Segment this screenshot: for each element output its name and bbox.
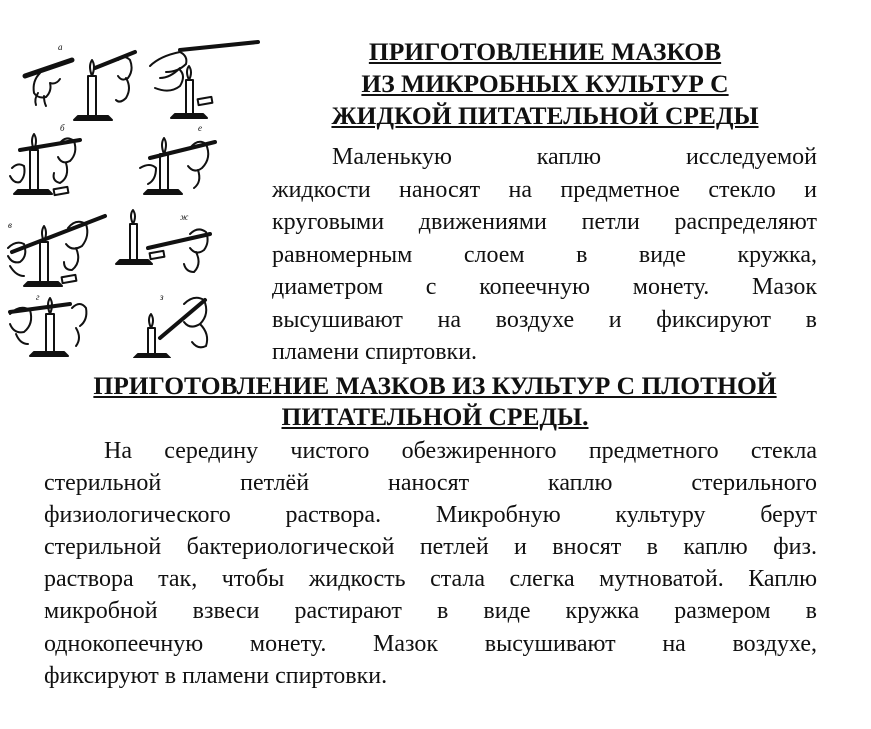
section2-title-line: ПРИГОТОВЛЕНИЕ МАЗКОВ ИЗ КУЛЬТУР С ПЛОТНОЙ (93, 371, 777, 400)
smear-preparation-drawings (0, 38, 262, 358)
section2-text-line: стерильной бактериологической петлей и вносят в каплю физ. (44, 534, 817, 561)
section2-text-line: раствора так, чтобы жидкость стала слегка мутноватой. Каплю (44, 566, 817, 593)
panel-letter: ж (180, 212, 189, 222)
section2-text-line: стерильной петлёй наносят каплю стерильного (44, 470, 817, 497)
section1-text-line: жидкости наносят на предметное стекло и (272, 176, 817, 203)
panel-letter: е (198, 123, 202, 133)
section2-title (40, 370, 830, 432)
section2-text-line: физиологического раствора. Микробную культуру берут (44, 502, 817, 529)
panel-z (134, 292, 207, 358)
section1-title-line: ПРИГОТОВЛЕНИЕ МАЗКОВ (368, 37, 722, 66)
section2-text-line: На середину чистого обезжиренного предметного стекла (104, 438, 817, 464)
panel-flame-2 (150, 42, 258, 118)
section1-text-line: Маленькую каплю исследуемой (332, 144, 817, 170)
panel-flame-1 (74, 52, 135, 120)
panel-letter: б (60, 123, 65, 133)
panel-e (140, 123, 215, 194)
section1-text-line: равномерным слоем в виде кружка, (272, 241, 817, 268)
panel-letter: в (8, 220, 12, 230)
panel-b (10, 123, 80, 195)
section1-text (272, 141, 817, 369)
section1-title-line: ИЗ МИКРОБНЫХ КУЛЬТУР С (361, 69, 729, 98)
smear-preparation-illustration (0, 38, 262, 358)
section1-text-line: высушивают на воздухе и фиксируют в (272, 306, 817, 333)
section2-text-line: однокопеечную монету. Мазок высушивают на воздухе, (44, 630, 817, 657)
panel-letter: а (58, 42, 63, 52)
panel-zh (116, 210, 210, 272)
section1-title-line: ЖИДКОЙ ПИТАТЕЛЬНОЙ СРЕДЫ (331, 101, 759, 130)
section2-text-line: микробной взвеси растирают в виде кружка размером в (44, 598, 817, 625)
panel-v (8, 216, 105, 286)
section1-text-line: пламени спиртовки. (272, 339, 478, 365)
section2-title-line: ПИТАТЕЛЬНОЙ СРЕДЫ. (281, 402, 589, 431)
section1-text-line: диаметром с копеечную монету. Мазок (272, 274, 817, 300)
panel-letter: з (160, 292, 164, 302)
panel-g (10, 292, 86, 356)
panel-letter: г (36, 292, 40, 302)
section2-text (44, 435, 817, 692)
section1-text-line: круговыми движениями петли распределяют (272, 209, 817, 235)
section1-title (290, 36, 800, 132)
panel-a (25, 42, 72, 106)
section2-text-line: фиксируют в пламени спиртовки. (44, 662, 388, 689)
